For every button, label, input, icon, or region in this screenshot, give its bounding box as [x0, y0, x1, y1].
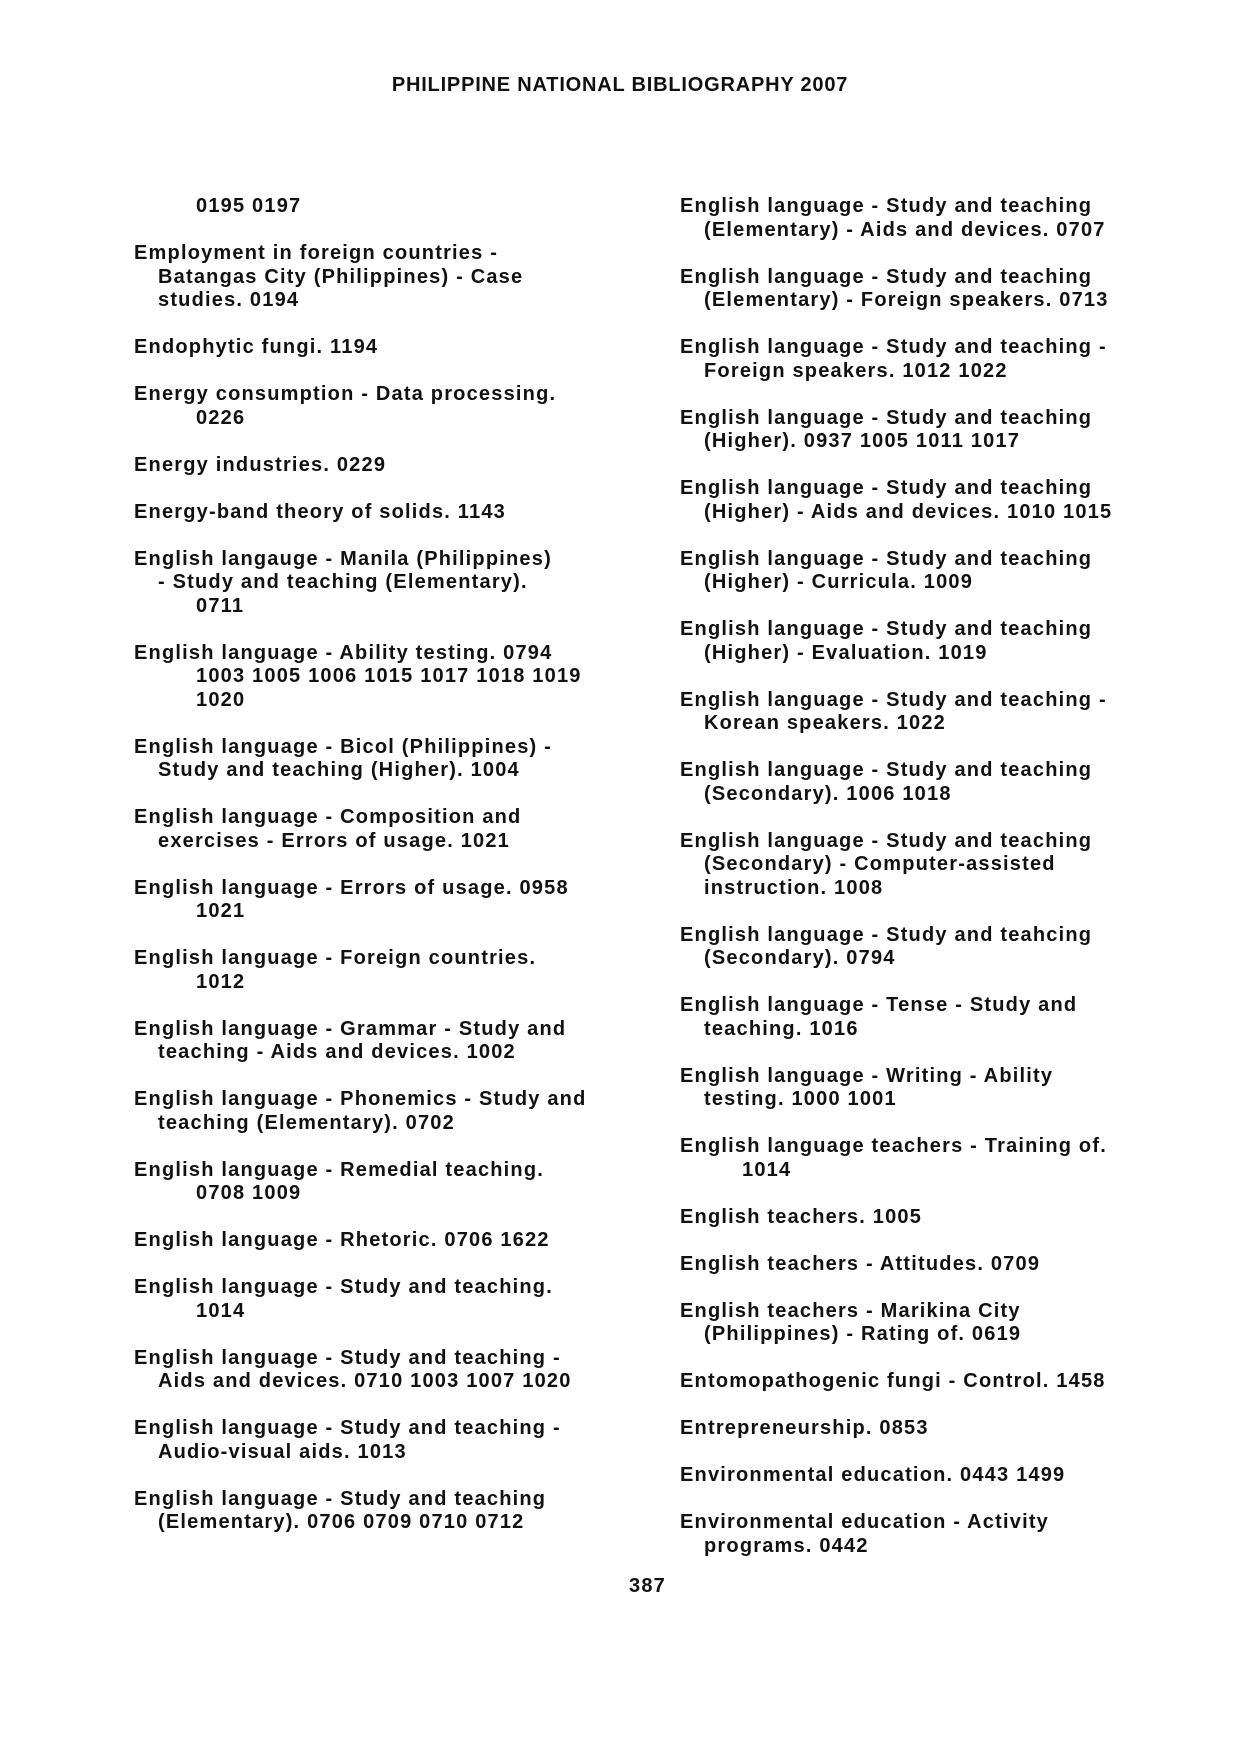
index-entry-line: Energy consumption - Data processing. [134, 383, 557, 405]
index-entry-line: teaching. 1016 [704, 1017, 859, 1040]
index-entry-line: (Philippines) - Rating of. 0619 [704, 1323, 1022, 1345]
index-entry [134, 1488, 654, 1535]
index-entry-line: Energy-band theory of solids. 1143 [134, 500, 507, 523]
index-entry-line: English language - Study and teaching [680, 195, 1093, 217]
index-entry [134, 1347, 654, 1394]
index-entry-line: English language - Tense - Study and [680, 994, 1078, 1016]
index-entry [680, 548, 1200, 595]
index-entry-line: studies. 0194 [158, 289, 300, 311]
index-entry-line: exercises - Errors of usage. 1021 [158, 829, 511, 852]
index-entry [680, 830, 1200, 901]
index-entry-line: 1020 [196, 688, 246, 711]
index-entry-line: English language - Study and teaching. [134, 1276, 553, 1298]
index-entry-line: Environmental education. 0443 1499 [680, 1464, 1066, 1486]
index-entry [134, 947, 654, 994]
index-entry-line: (Higher) - Aids and devices. 1010 1015 [704, 500, 1113, 523]
index-column-left [134, 195, 654, 1558]
index-entry [134, 642, 654, 713]
index-entry-line: (Secondary). 0794 [704, 947, 896, 969]
index-entry [134, 242, 654, 313]
index-entry [680, 759, 1200, 806]
index-entry [134, 736, 654, 783]
index-entry-line: 0708 1009 [196, 1182, 302, 1204]
index-entry-line: English language - Phonemics - Study and [134, 1088, 587, 1110]
index-entry-line: English teachers. 1005 [680, 1205, 923, 1228]
index-entry-line: Endophytic fungi. 1194 [134, 336, 379, 358]
page-header: PHILIPPINE NATIONAL BIBLIOGRAPHY 2007 [391, 74, 849, 96]
index-entry [680, 1253, 1200, 1277]
index-entry [680, 924, 1200, 971]
index-entry-line: English language - Foreign countries. [134, 947, 537, 969]
index-entry-line: Environmental education - Activity [680, 1511, 1050, 1533]
index-entry [680, 1135, 1200, 1182]
index-entry [134, 1088, 654, 1135]
index-entry [134, 1417, 654, 1464]
index-column-right [680, 195, 1200, 1582]
index-entry [134, 1018, 654, 1065]
index-entry-line: English language - Study and teaching - [680, 336, 1107, 358]
index-entry [134, 336, 654, 360]
index-entry-line: Aids and devices. 0710 1003 1007 1020 [158, 1370, 572, 1392]
index-entry [680, 994, 1200, 1041]
index-entry-line: English language - Study and teaching [680, 547, 1093, 570]
index-entry-line: English language - Study and teahcing [680, 923, 1093, 946]
index-entry [680, 1206, 1200, 1230]
index-entry [134, 1159, 654, 1206]
index-entry-line: Batangas City (Philippines) - Case [158, 265, 524, 288]
index-entry-line: English language teachers - Training of. [680, 1135, 1107, 1157]
index-entry-line: (Secondary) - Computer-assisted [704, 853, 1056, 875]
index-entry [134, 1229, 654, 1253]
index-entry [680, 1511, 1200, 1558]
index-entry [680, 1464, 1200, 1488]
index-entry-line: 1012 [196, 970, 246, 993]
index-entry-line: Korean speakers. 1022 [704, 712, 947, 734]
index-entry-line: (Secondary). 1006 1018 [704, 782, 952, 805]
index-entry [680, 266, 1200, 313]
index-entry [134, 501, 654, 525]
index-entry-line: Foreign speakers. 1012 1022 [704, 359, 1008, 382]
index-entry-line: Employment in foreign countries - [134, 242, 499, 264]
index-entry-line: English language - Study and teaching [680, 477, 1093, 499]
index-entry [134, 195, 654, 219]
index-entry-line: Audio-visual aids. 1013 [158, 1440, 407, 1463]
index-entry [680, 477, 1200, 524]
index-entry-line: Study and teaching (Higher). 1004 [158, 759, 520, 781]
index-entry [680, 1370, 1200, 1394]
page-number: 387 [629, 1575, 666, 1597]
index-entry [134, 1276, 654, 1323]
index-entry-line: (Elementary) - Foreign speakers. 0713 [704, 289, 1109, 311]
index-entry-line: Entomopathogenic fungi - Control. 1458 [680, 1370, 1106, 1392]
index-entry-line: English teachers - Marikina City [680, 1299, 1021, 1322]
index-entry [134, 877, 654, 924]
index-entry-line: teaching (Elementary). 0702 [158, 1111, 455, 1134]
index-entry-line: English langauge - Manila (Philippines) [134, 547, 552, 570]
index-entry-line: 1014 [742, 1158, 792, 1181]
index-entry-line: English language - Writing - Ability [680, 1064, 1054, 1087]
index-entry [680, 618, 1200, 665]
index-entry-line: 0226 [196, 406, 246, 429]
index-entry [680, 1417, 1200, 1441]
index-entry-line: English language - Remedial teaching. [134, 1158, 545, 1181]
index-entry-line: 0195 0197 [196, 195, 302, 217]
index-entry-line: testing. 1000 1001 [704, 1088, 897, 1110]
index-entry-line: English language - Study and teaching - [680, 688, 1107, 711]
index-entry-line: English language - Rhetoric. 0706 1622 [134, 1229, 550, 1251]
index-entry-line: English teachers - Attitudes. 0709 [680, 1252, 1041, 1275]
index-entry [134, 454, 654, 478]
index-entry-line: Entrepreneurship. 0853 [680, 1417, 929, 1439]
index-entry-line: (Higher) - Evaluation. 1019 [704, 641, 988, 664]
index-entry-line: English language - Study and teaching - [134, 1346, 561, 1369]
index-entry [680, 1065, 1200, 1112]
index-entry-line: (Higher) - Curricula. 1009 [704, 571, 974, 593]
index-entry [680, 195, 1200, 242]
index-entry-line: (Elementary) - Aids and devices. 0707 [704, 218, 1106, 241]
index-entry-line: English language - Study and teaching - [134, 1417, 561, 1439]
index-entry [680, 407, 1200, 454]
index-entry-line: English language - Study and teaching [680, 618, 1093, 640]
index-entry [680, 1300, 1200, 1347]
index-entry-line: English language - Ability testing. 0794 [134, 641, 553, 664]
index-entry [134, 548, 654, 619]
index-entry-line: 1021 [196, 900, 246, 922]
index-entry-line: English language - Composition and [134, 806, 522, 828]
index-entry-line: English language - Grammar - Study and [134, 1017, 567, 1040]
index-entry-line: (Higher). 0937 1005 1011 1017 [704, 430, 1021, 452]
index-entry [134, 383, 654, 430]
index-entry-line: 1014 [196, 1299, 246, 1322]
index-entry [680, 689, 1200, 736]
index-entry-line: programs. 0442 [704, 1534, 869, 1557]
index-entry-line: (Elementary). 0706 0709 0710 0712 [158, 1511, 525, 1533]
index-entry-line: 0711 [196, 594, 245, 617]
index-entry-line: English language - Study and teaching [680, 759, 1093, 781]
index-entry-line: English language - Study and teaching [680, 829, 1093, 852]
index-entry-line: teaching - Aids and devices. 1002 [158, 1041, 516, 1063]
index-entry-line: English language - Errors of usage. 0958 [134, 876, 569, 899]
index-entry [134, 806, 654, 853]
index-entry-line: 1003 1005 1006 1015 1017 1018 1019 [196, 665, 582, 687]
index-entry-line: - Study and teaching (Elementary). [158, 571, 528, 593]
index-entry-line: English language - Study and teaching [134, 1487, 547, 1510]
index-entry-line: English language - Bicol (Philippines) - [134, 735, 553, 758]
index-entry-line: English language - Study and teaching [680, 406, 1093, 429]
index-entry-line: English language - Study and teaching [680, 265, 1093, 288]
index-entry-line: instruction. 1008 [704, 876, 884, 899]
index-entry [680, 336, 1200, 383]
index-entry-line: Energy industries. 0229 [134, 453, 387, 476]
